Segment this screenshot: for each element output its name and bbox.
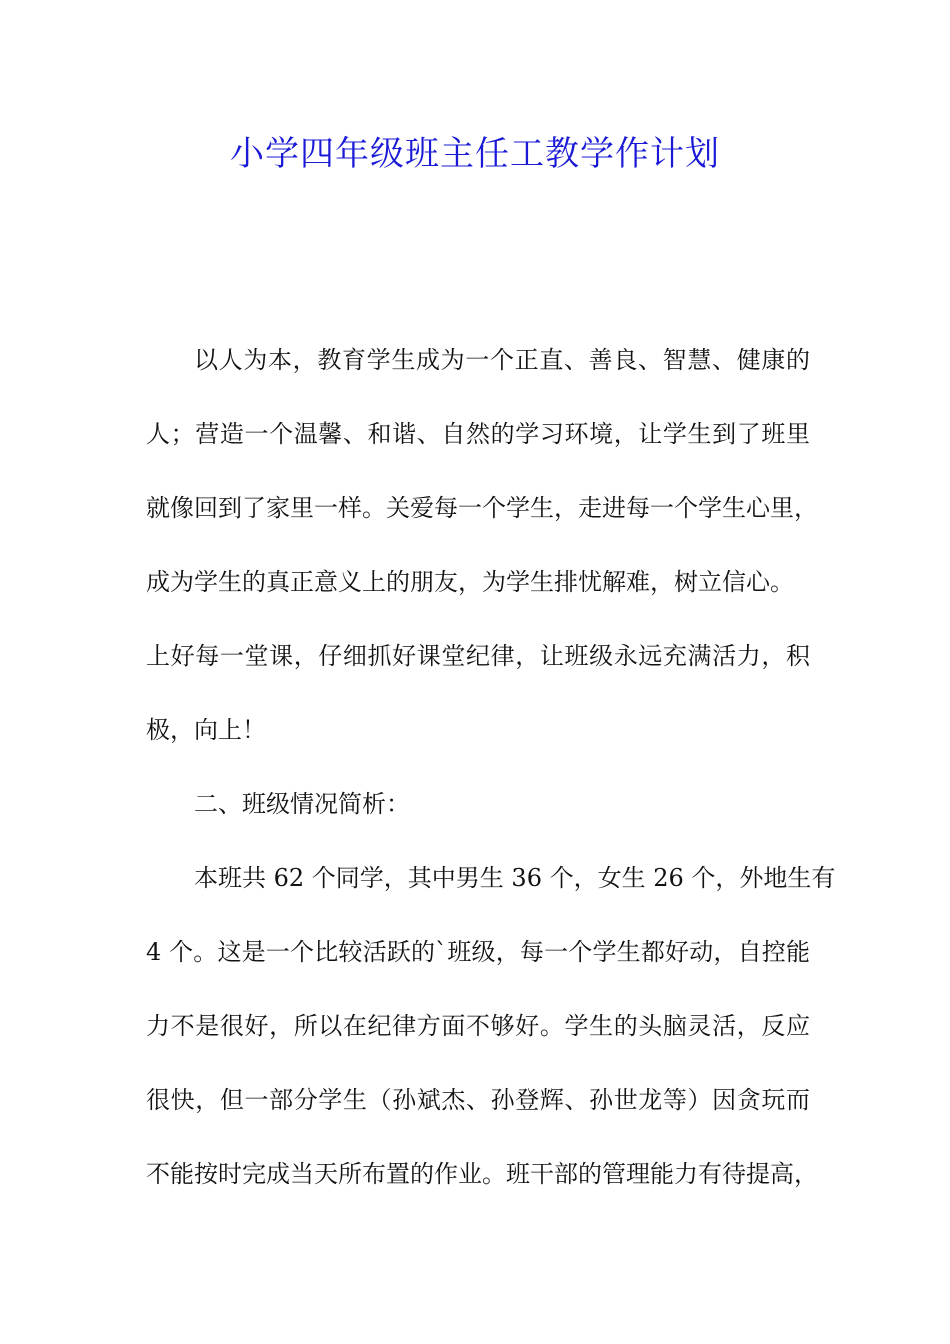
body-line-3: 就像回到了家里一样。关爱每一个学生，走进每一个学生心里，: [146, 494, 818, 522]
body-line-12: 不能按时完成当天所布置的作业。班干部的管理能力有待提高，: [146, 1160, 818, 1188]
document-body: [146, 334, 836, 1222]
body-line-4: 成为学生的真正意义上的朋友，为学生排忧解难，树立信心。: [146, 568, 794, 596]
body-line-8: 本班共 62 个同学，其中男生 36 个，女生 26 个，外地生有: [194, 864, 836, 892]
body-line-6: 极，向上！: [146, 716, 266, 744]
body-line-2: 人；营造一个温馨、和谐、自然的学习环境，让学生到了班里: [146, 420, 810, 448]
section-heading: 二、班级情况简析：: [194, 790, 410, 818]
body-line-9: 4 个。这是一个比较活跃的`班级，每一个学生都好动，自控能: [146, 938, 810, 966]
body-line-11: 很快，但一部分学生（孙斌杰、孙登辉、孙世龙等）因贪玩而: [146, 1086, 810, 1114]
body-line-5: 上好每一堂课，仔细抓好课堂纪律，让班级永远充满活力，积: [146, 642, 810, 670]
body-line-1: 以人为本，教育学生成为一个正直、善良、智慧、健康的: [194, 346, 810, 374]
document-title: 小学四年级班主任工教学作计划: [230, 134, 720, 174]
body-line-10: 力不是很好，所以在纪律方面不够好。学生的头脑灵活，反应: [146, 1012, 810, 1040]
